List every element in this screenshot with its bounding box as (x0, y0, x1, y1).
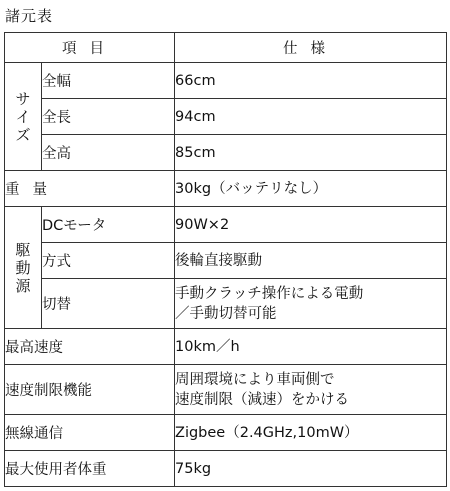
group-char: 動 (15, 258, 31, 277)
header-spec: 仕様 (175, 33, 447, 63)
row-value: 94cm (175, 99, 447, 135)
row-value: 85cm (175, 135, 447, 171)
table-header-row (5, 33, 447, 63)
table-row (5, 279, 447, 329)
table-row (5, 135, 447, 171)
group-label-size (5, 63, 42, 171)
row-label: 方式 (42, 243, 175, 279)
row-value: 75kg (175, 451, 447, 487)
table-title: 諸元表 (5, 7, 54, 25)
value-line: 周囲環境により車両側で (175, 371, 335, 388)
table-row (5, 329, 447, 365)
row-label: 切替 (42, 279, 175, 329)
row-label: 最高速度 (5, 329, 175, 365)
group-char: サ (15, 89, 31, 108)
spec-table (4, 32, 447, 487)
row-label: 重量 (5, 171, 175, 207)
group-char: ズ (15, 125, 31, 144)
group-char: イ (15, 107, 31, 126)
group-label-drive (5, 207, 42, 329)
row-value: 30kg（バッテリなし） (175, 171, 447, 207)
value-line: ／手動切替可能 (175, 305, 277, 322)
row-value: 10km／h (175, 329, 447, 365)
table-row (5, 365, 447, 415)
group-char: 駆 (15, 240, 31, 259)
value-line: 手動クラッチ操作による電動 (175, 285, 364, 302)
row-label: 最大使用者体重 (5, 451, 175, 487)
table-row (5, 243, 447, 279)
table-row (5, 171, 447, 207)
row-label: 全幅 (42, 63, 175, 99)
row-label: 全高 (42, 135, 175, 171)
table-row (5, 63, 447, 99)
row-label: DCモータ (42, 207, 175, 243)
table-row (5, 415, 447, 451)
row-value: 90W×2 (175, 207, 447, 243)
row-value: 後輪直接駆動 (175, 243, 447, 279)
table-row (5, 451, 447, 487)
row-value (175, 365, 447, 415)
header-item: 項目 (5, 33, 175, 63)
row-value: 66cm (175, 63, 447, 99)
row-label: 速度制限機能 (5, 365, 175, 415)
row-label: 無線通信 (5, 415, 175, 451)
row-value (175, 279, 447, 329)
table-row (5, 99, 447, 135)
row-label: 全長 (42, 99, 175, 135)
group-char: 源 (15, 276, 31, 295)
row-value: Zigbee（2.4GHz,10mW） (175, 415, 447, 451)
table-row (5, 207, 447, 243)
value-line: 速度制限（減速）をかける (175, 391, 350, 408)
